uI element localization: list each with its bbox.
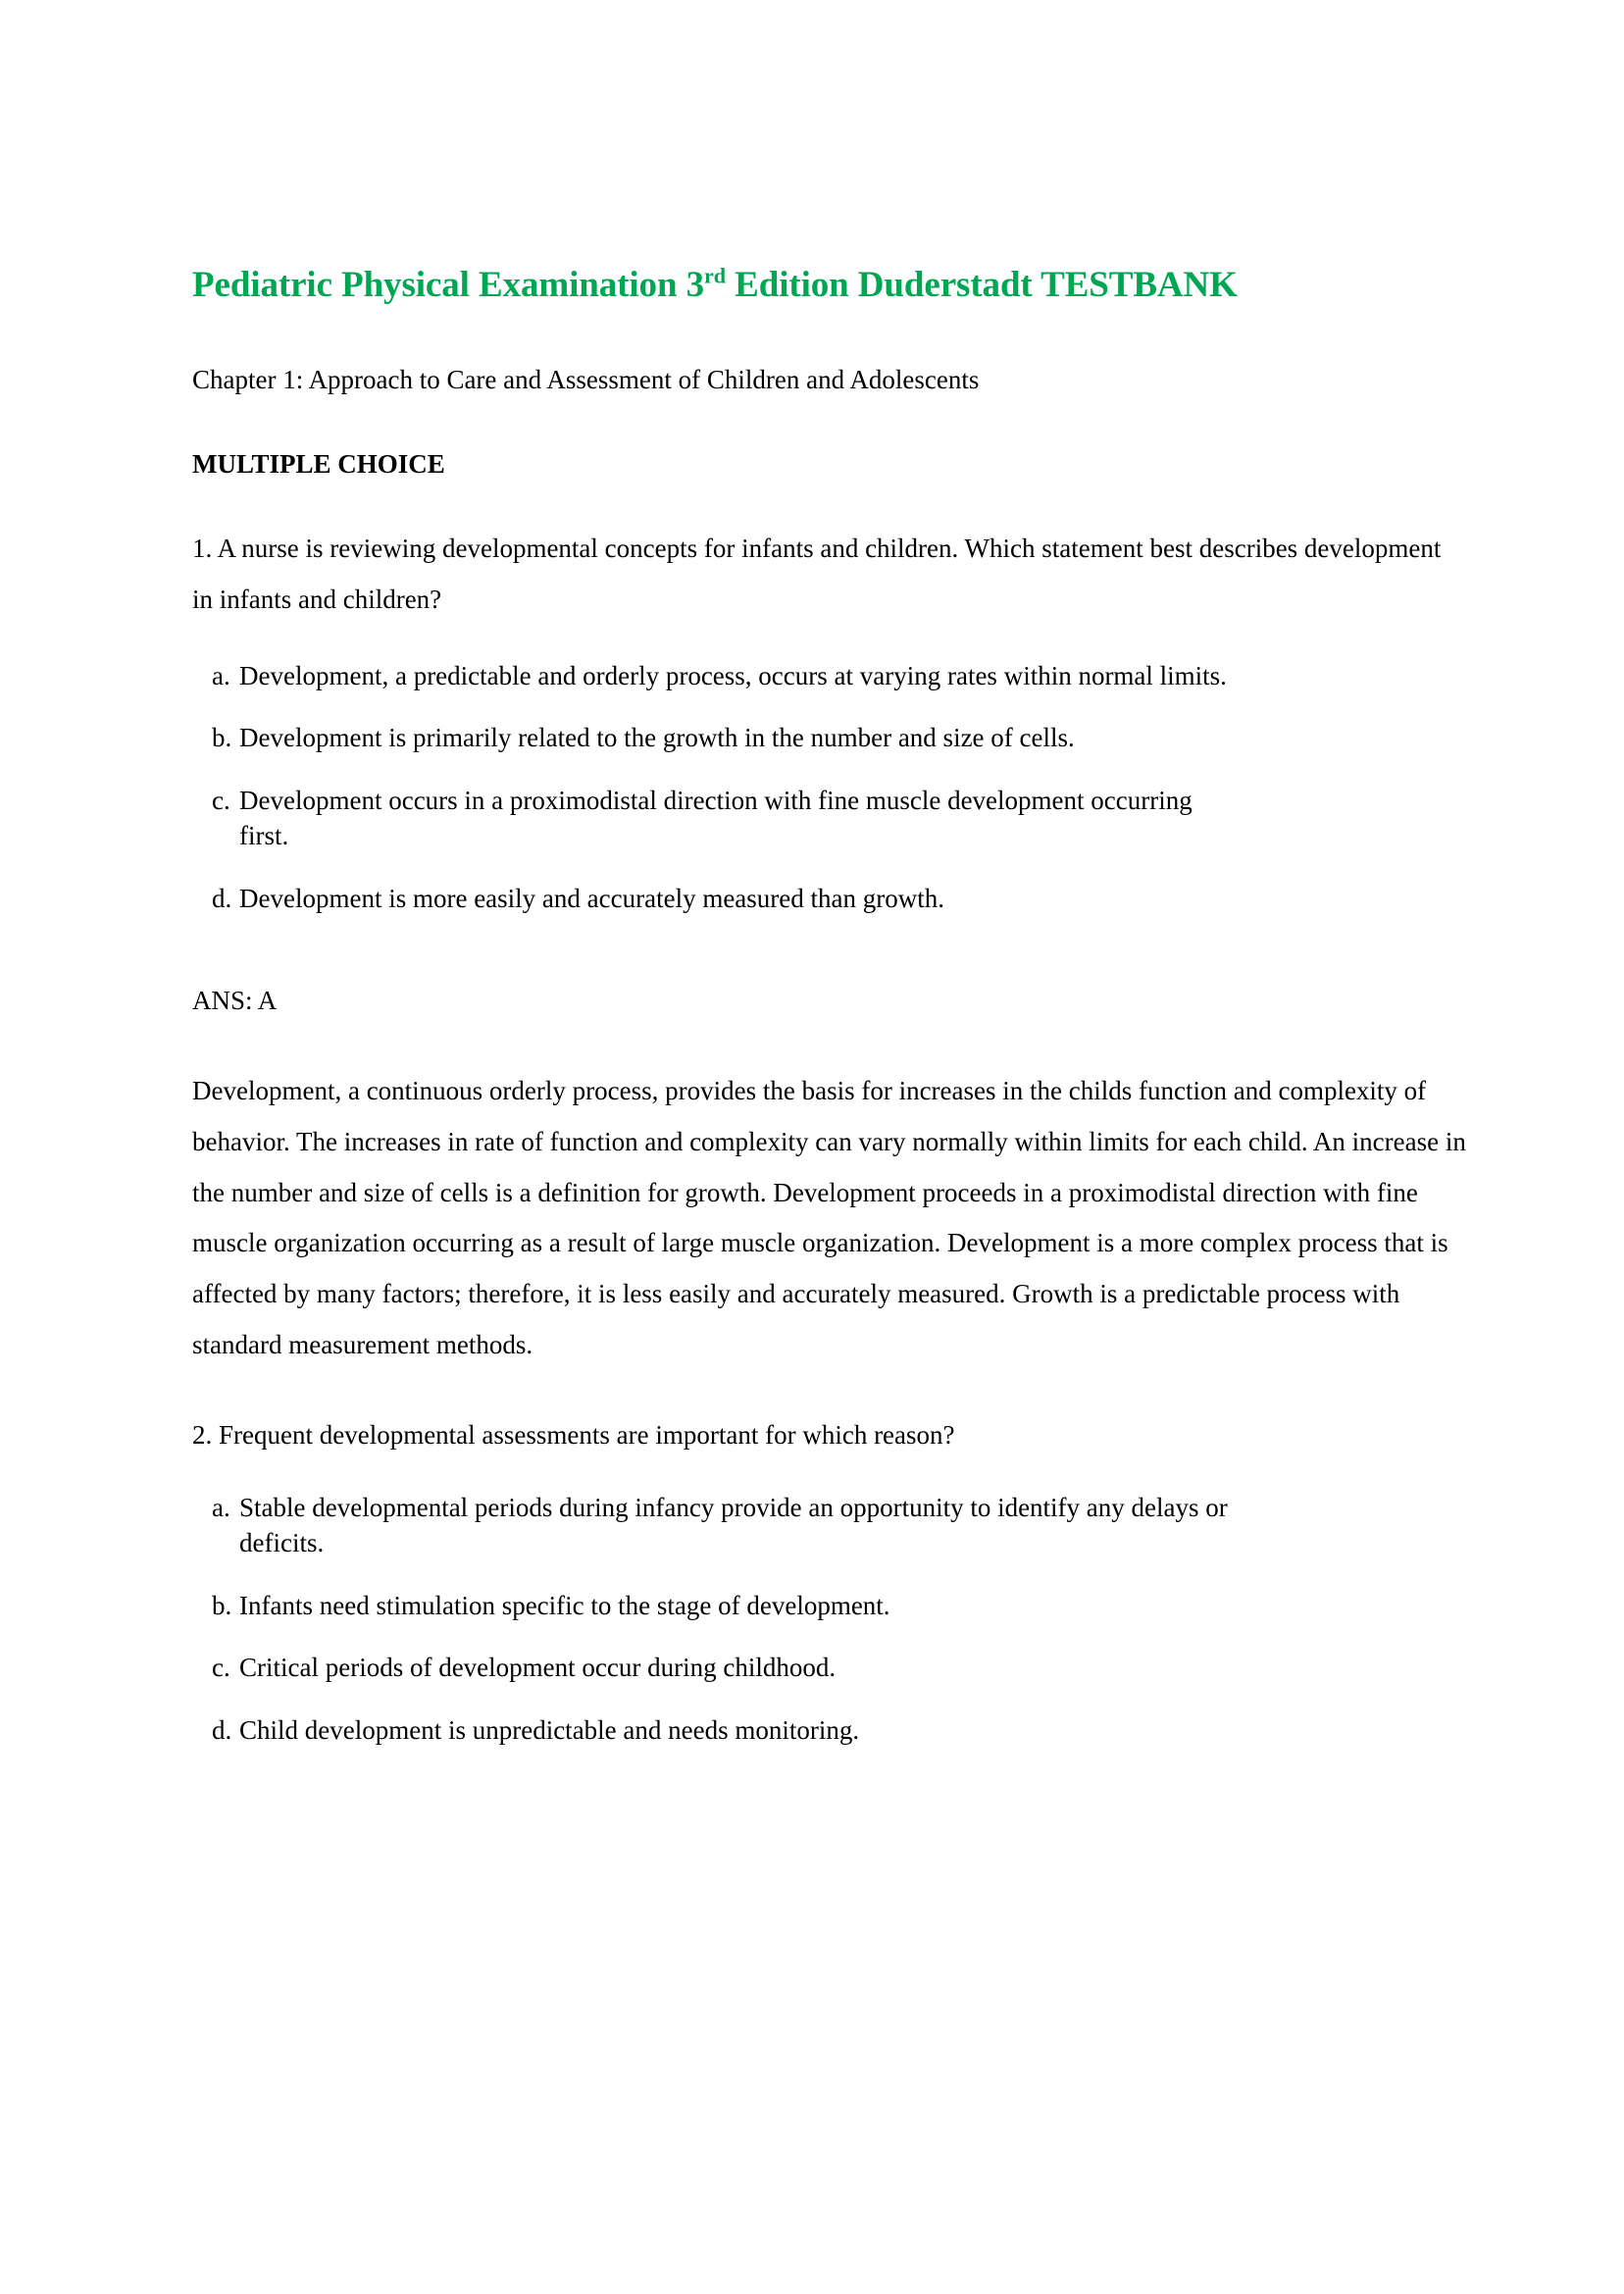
option-text: Critical periods of development occur during childhood. (239, 1653, 837, 1683)
option-marker: a. (212, 660, 230, 690)
option-text: Development is primarily related to the growth in the number and size of cells. (239, 723, 1075, 753)
page-title-suffix: Edition Duderstadt TESTBANK (725, 265, 1238, 305)
option-marker: c. (212, 786, 230, 816)
question-1-option-c[interactable] (192, 784, 1467, 854)
question-1-option-b[interactable] (192, 721, 1467, 756)
spacer (192, 950, 1467, 976)
question-2-options (192, 1491, 1467, 1750)
option-marker: a. (212, 1492, 230, 1522)
question-1-rationale: Development, a continuous orderly process, provides the basis for increases in the childs function and complexity of behavior. The increases in rate of function and complexity can vary normally within limits for each child. An increase in the number and size of cells is a definition for growth. Development proceeds in a proximodistal direction with fine muscle organization occurring as a result of large muscle organization. Development is a more complex process that is affected by many factors; therefore, it is less easily and accurately measured. Growth is a predictable process with standard measurement methods. (192, 1075, 1466, 1360)
question-2-option-b[interactable] (192, 1589, 1467, 1624)
page-title-superscript: rd (703, 263, 726, 288)
chapter-line: Chapter 1: Approach to Care and Assessment of Children and Adolescents (192, 365, 980, 395)
question-1-option-a[interactable] (192, 659, 1467, 694)
question-1-answer: ANS: A (192, 986, 278, 1016)
question-2-stem: 2. Frequent developmental assessments are important for which reason? (192, 1419, 955, 1450)
page-content (192, 263, 1467, 1782)
question-2-option-d[interactable] (192, 1713, 1467, 1749)
question-1-stem: 1. A nurse is reviewing developmental concepts for infants and children. Which statement best describes development in infants and children? (192, 533, 1442, 614)
option-text: Development is more easily and accurately measured than growth. (239, 884, 944, 914)
option-marker: b. (212, 1590, 232, 1620)
option-text: Infants need stimulation specific to the stage of development. (239, 1590, 890, 1620)
page-title-prefix: Pediatric Physical Examination 3 (192, 265, 704, 305)
option-marker: d. (212, 884, 232, 914)
question-2-option-a[interactable] (192, 1491, 1467, 1561)
question-1-option-d[interactable] (192, 882, 1467, 917)
question-1-options (192, 659, 1467, 918)
page-title (192, 263, 1467, 308)
option-text: Development, a predictable and orderly process, occurs at varying rates within normal limits. (239, 660, 1227, 690)
option-marker: c. (212, 1653, 230, 1683)
option-marker: d. (212, 1715, 232, 1746)
option-text: Stable developmental periods during infancy provide an opportunity to identify any delays or deficits. (239, 1492, 1228, 1557)
section-heading-multiple-choice: MULTIPLE CHOICE (192, 449, 445, 480)
option-text: Child development is unpredictable and needs monitoring. (239, 1715, 860, 1746)
option-text: Development occurs in a proximodistal direction with fine muscle development occurring first. (239, 786, 1193, 851)
question-2-option-c[interactable] (192, 1651, 1467, 1686)
option-marker: b. (212, 723, 232, 753)
